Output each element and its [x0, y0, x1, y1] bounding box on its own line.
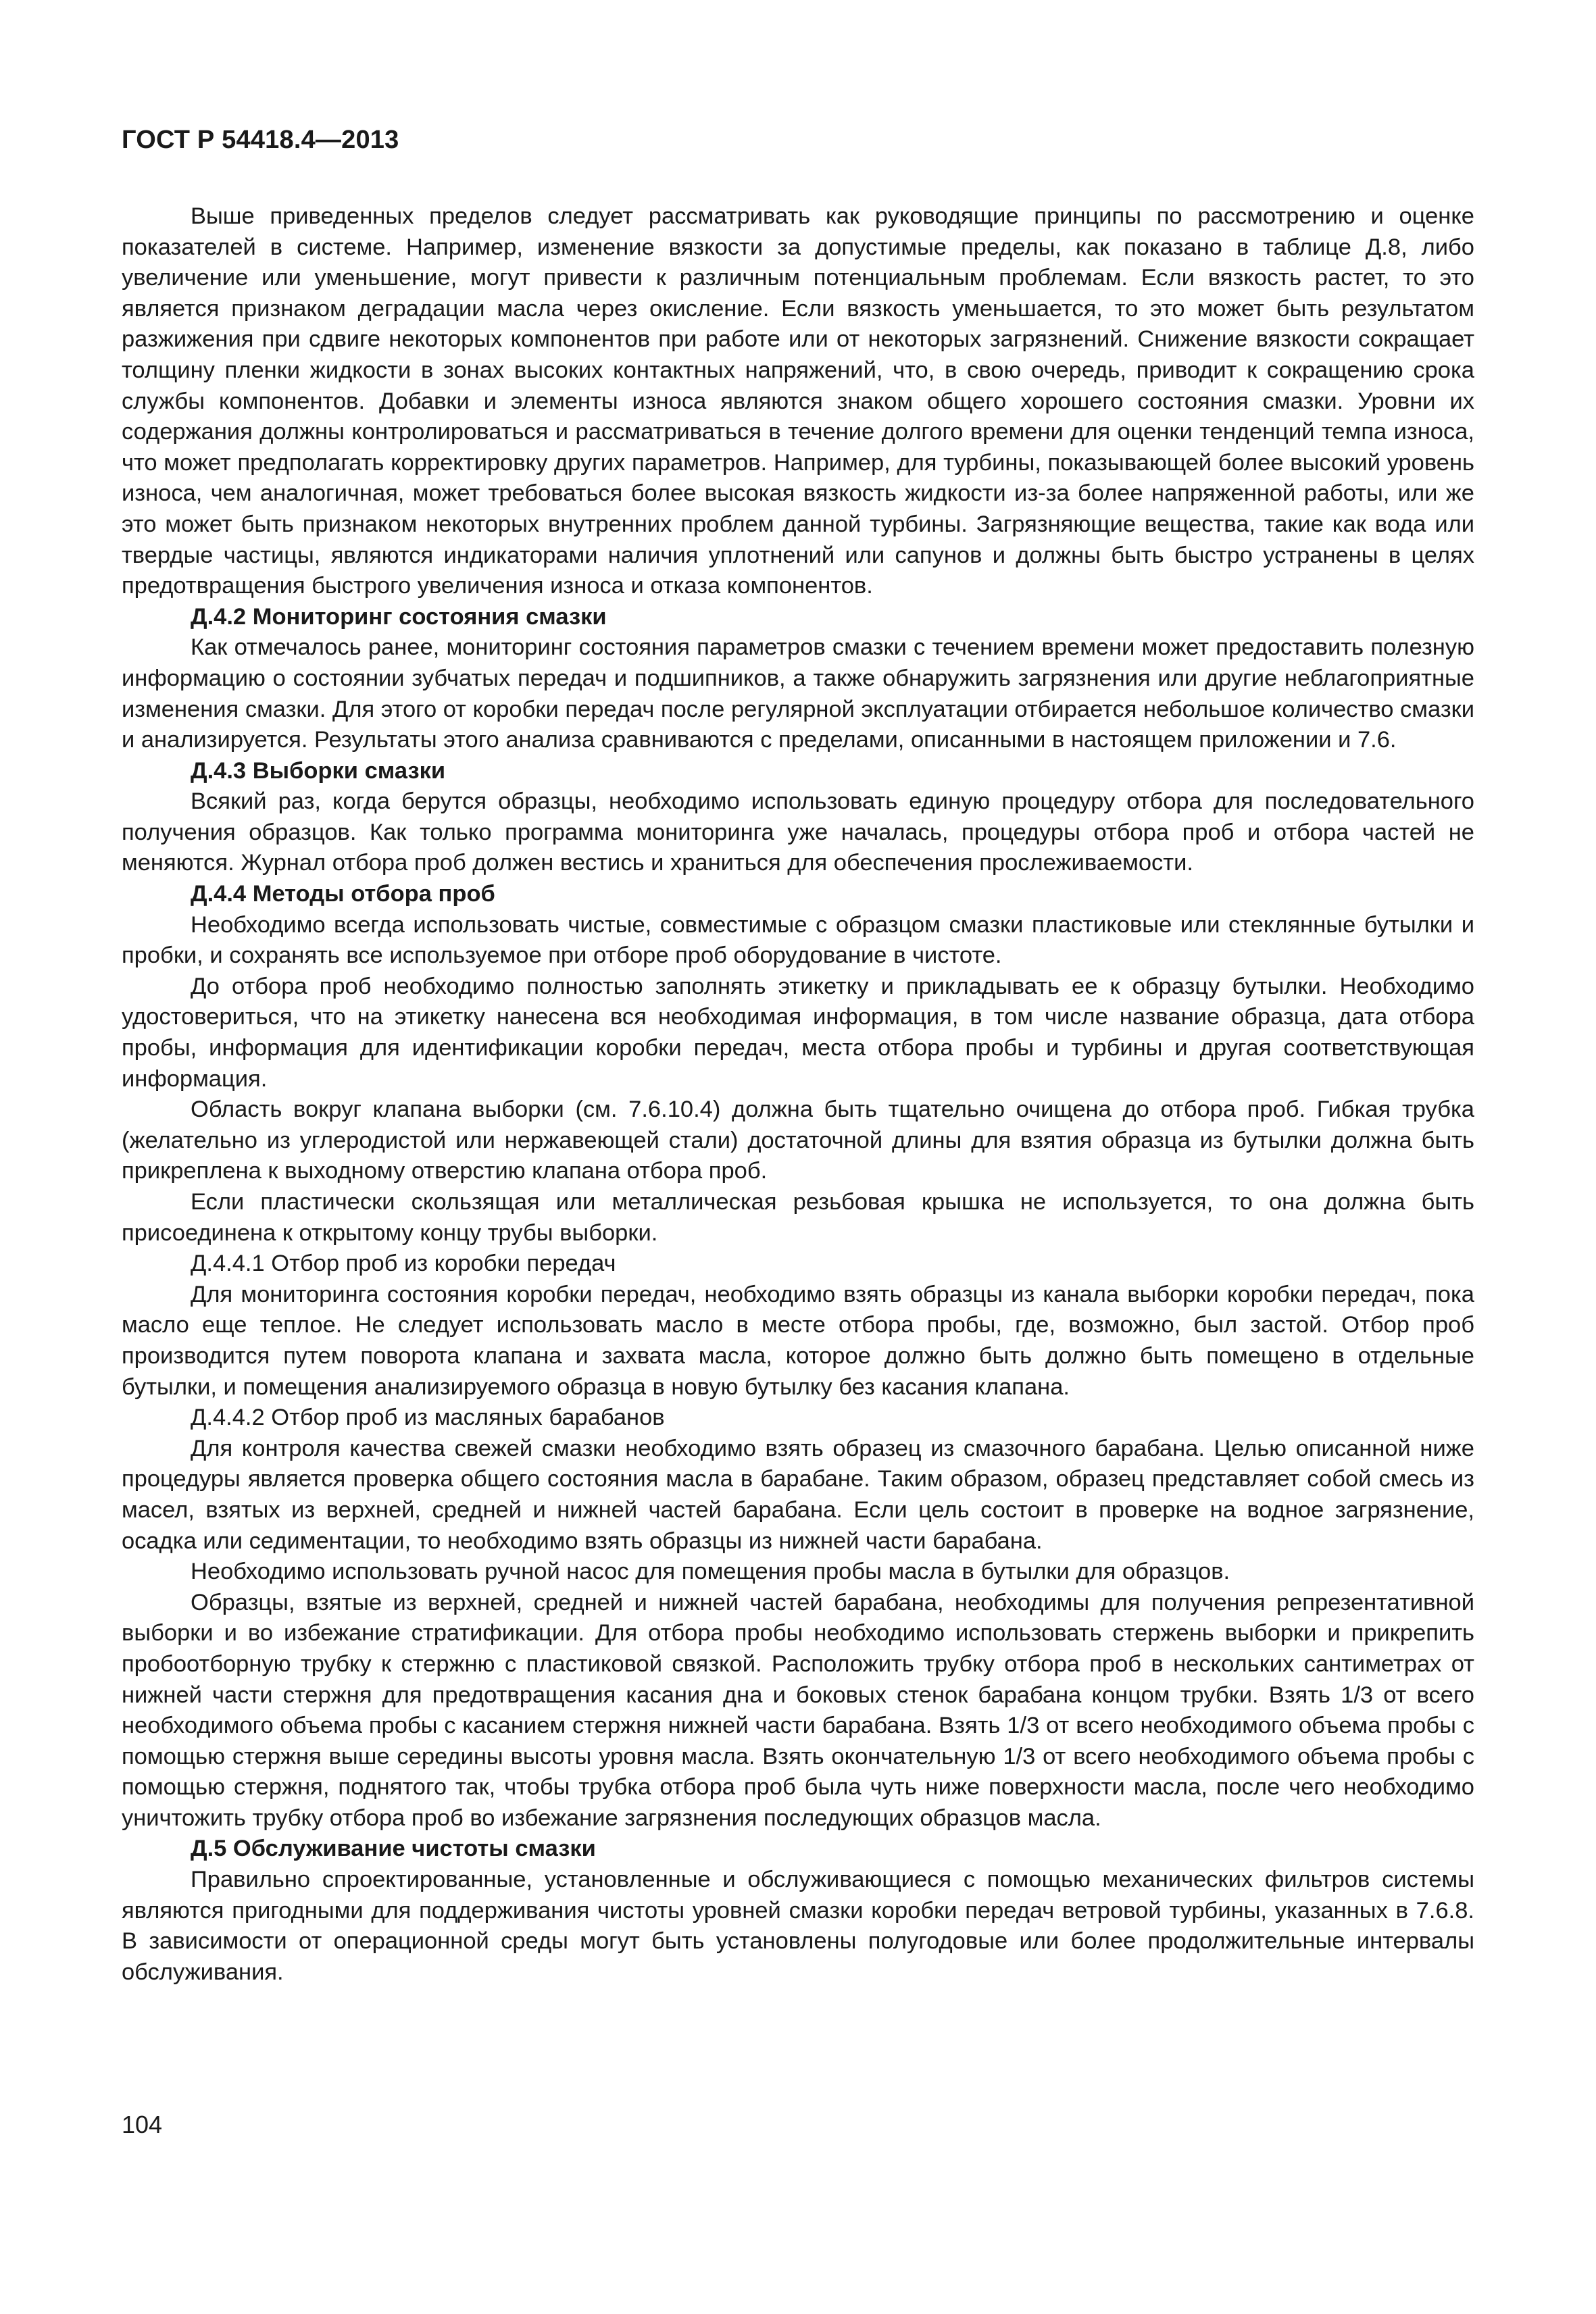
paragraph: Если пластически скользящая или металлическая резьбовая крышка не используется, то она должна быть присоединена к открытому концу трубы выборки. — [122, 1189, 1474, 1246]
document-body — [122, 201, 1474, 1988]
section-heading: Д.5 Обслуживание чистоты смазки — [191, 1836, 596, 1862]
section-heading: Д.4.2 Мониторинг состояния смазки — [191, 603, 607, 630]
paragraph: Для контроля качества свежей смазки необходимо взять образец из смазочного барабана. Целью описанной ниже процедуры является проверка общего состояния масла в барабане. Таким образом, образец представляет собой смесь из масел, взятых из верхней, средней и нижней частей барабана. Если цель состоит в проверке на водное загрязнение, осадка или седиментации, то необходимо взять образцы из нижней части барабана. — [122, 1435, 1474, 1554]
document-header: ГОСТ Р 54418.4—2013 — [122, 126, 399, 154]
paragraph: Всякий раз, когда берутся образцы, необходимо использовать единую процедуру отбора для последовательного получения образцов. Как только программа мониторинга уже началась, процедуры отбора проб и отбора частей не меняются. Журнал отбора проб должен вестись и храниться для обеспечения прослеживаемости. — [122, 788, 1474, 876]
section-heading: Д.4.3 Выборки смазки — [191, 757, 446, 784]
subsection-heading: Д.4.4.1 Отбор проб из коробки передач — [191, 1251, 616, 1277]
page-number: 104 — [122, 2111, 163, 2138]
paragraph: Необходимо использовать ручной насос для помещения пробы масла в бутылки для образцов. — [191, 1559, 1230, 1585]
paragraph: Для мониторинга состояния коробки передач, необходимо взять образцы из канала выборки коробки передач, пока масло еще теплое. Не следует использовать масло в месте отбора пробы, где, возможно, был застой. Отбор проб производится путем поворота клапана и захвата масла, которое должно быть должно быть помещено в отдельные бутылки, и помещения анализируемого образца в новую бутылку без касания клапана. — [122, 1281, 1474, 1400]
paragraph: Необходимо всегда использовать чистые, совместимые с образцом смазки пластиковые или стеклянные бутылки и пробки, и сохранять все используемое при отборе проб оборудование в чистоте. — [122, 911, 1474, 969]
paragraph: До отбора проб необходимо полностью заполнять этикетку и прикладывать ее к образцу бутылки. Необходимо удостовериться, что на этикетку нанесена вся необходимая информация, в том числе название образца, дата отбора пробы, информация для идентификации коробки передач, места отбора пробы и турбины и другая соответствующая информация. — [122, 973, 1474, 1092]
paragraph: Выше приведенных пределов следует рассматривать как руководящие принципы по рассмотрению и оценке показателей в системе. Например, изменение вязкости за допустимые пределы, как показано в таблице Д.8, либо увеличение или уменьшение, могут привести к различным потенциальным проблемам. Если вязкость растет, то это является признаком деградации масла через окисление. Если вязкость уменьшается, то это может быть результатом разжижения при сдвиге некоторых компонентов при работе или от некоторых загрязнений. Снижение вязкости сокращает толщину пленки жидкости в зонах высоких контактных напряжений, что, в свою очередь, приводит к сокращению срока службы компонентов. Добавки и элементы износа являются знаком общего хорошего состояния смазки. Уровни их содержания должны контролироваться и рассматриваться в течение долгого времени для оценки тенденций темпа износа, что может предполагать корректировку других параметров. Например, для турбины, показывающей более высокий уровень износа, чем аналогичная, может требоваться более высокая вязкость жидкости из-за более напряженной работы, или же это может быть признаком некоторых внутренних проблем данной турбины. Загрязняющие вещества, такие как вода или твердые частицы, являются индикаторами наличия уплотнений или сапунов и должны быть быстро устранены в целях предотвращения быстрого увеличения износа и отказа компонентов. — [122, 203, 1474, 599]
section-heading: Д.4.4 Методы отбора проб — [191, 881, 495, 907]
subsection-heading: Д.4.4.2 Отбор проб из масляных барабанов — [191, 1405, 665, 1431]
paragraph: Область вокруг клапана выборки (см. 7.6.10.4) должна быть тщательно очищена до отбора проб. Гибкая трубка (желательно из углеродистой или нержавеющей стали) достаточной длины для взятия образца из бутылки должна быть прикреплена к выходному отверстию клапана отбора проб. — [122, 1097, 1474, 1184]
paragraph: Правильно спроектированные, установленные и обслуживающиеся с помощью механических фильтров системы являются пригодными для поддерживания чистоты уровней смазки коробки передач ветровой турбины, указанных в 7.6.8. В зависимости от операционной среды могут быть установлены полугодовые или более продолжительные интервалы обслуживания. — [122, 1867, 1474, 1985]
paragraph: Образцы, взятые из верхней, средней и нижней частей барабана, необходимы для получения репрезентативной выборки и во избежание стратификации. Для отбора пробы необходимо использовать стержень выборки и прикрепить пробоотборную трубку к стержню с пластиковой связкой. Расположить трубку отбора проб в нескольких сантиметрах от нижней части стержня для предотвращения касания дна и боковых стенок барабана концом трубки. Взять 1/3 от всего необходимого объема пробы с касанием стержня нижней части барабана. Взять 1/3 от всего необходимого объема пробы с помощью стержня выше середины высоты уровня масла. Взять окончательную 1/3 от всего необходимого объема пробы с помощью стержня, поднятого так, чтобы трубка отбора проб была чуть ниже поверхности масла, после чего необходимо уничтожить трубку отбора проб во избежание загрязнения последующих образцов масла. — [122, 1589, 1474, 1831]
paragraph: Как отмечалось ранее, мониторинг состояния параметров смазки с течением времени может предоставить полезную информацию о состоянии зубчатых передач и подшипников, а также обнаружить загрязнения или другие неблагоприятные изменения смазки. Для этого от коробки передач после регулярной эксплуатации отбирается небольшое количество смазки и анализируется. Результаты этого анализа сравниваются с пределами, описанными в настоящем приложении и 7.6. — [122, 634, 1475, 753]
